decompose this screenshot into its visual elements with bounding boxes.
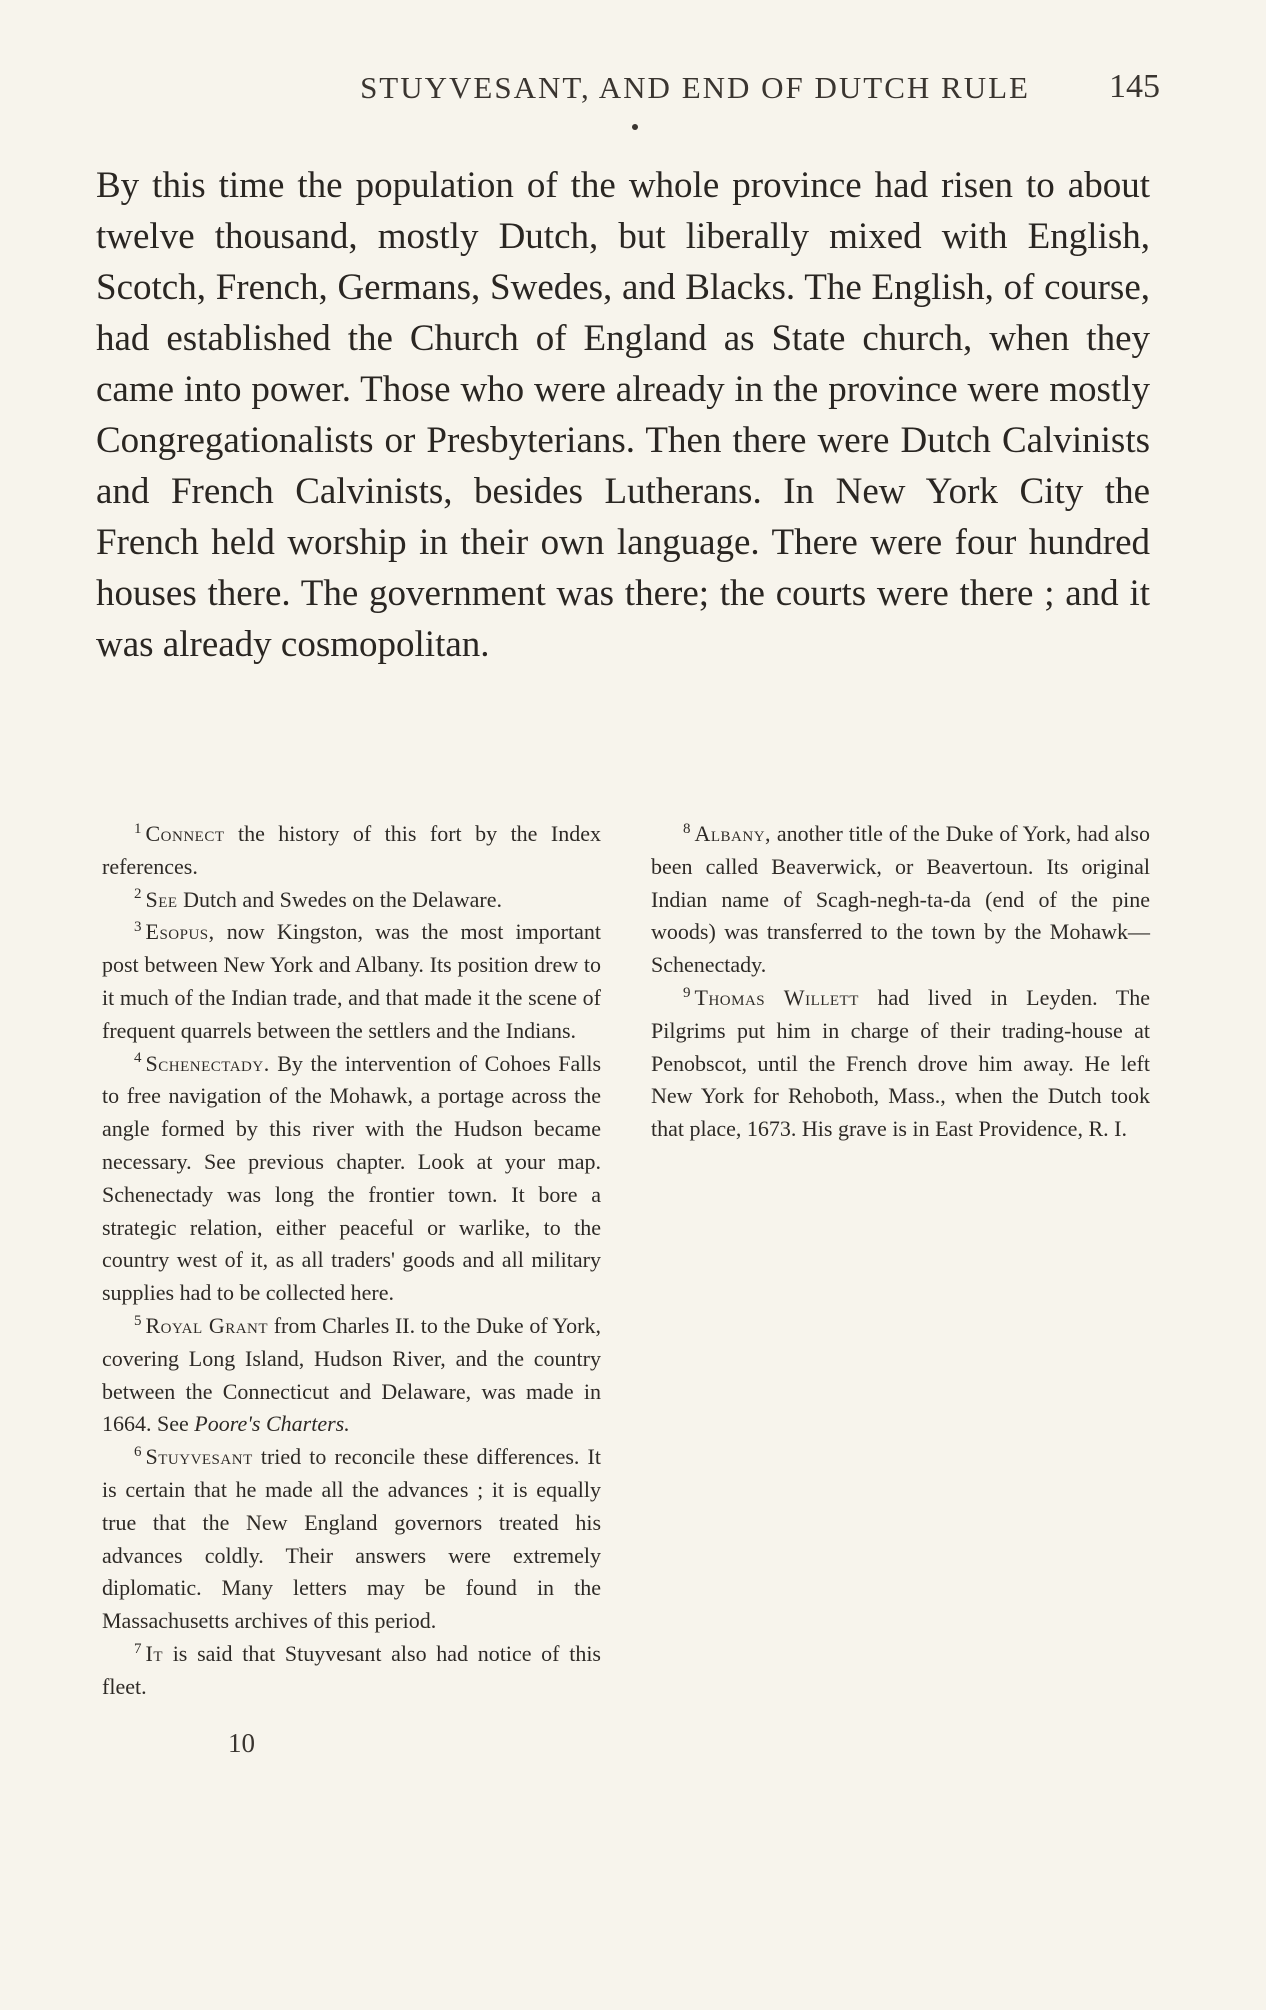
- footnote-number: 2: [134, 886, 142, 903]
- running-head: [100, 70, 1160, 116]
- footnote-lead: Royal Grant: [145, 1312, 269, 1338]
- footnote-number: 1: [134, 820, 142, 837]
- footnote-text: tried to reconcile these differences. It is certain that he made all the advances ; it is equally true that the New England governors treated his advances coldly. Their answers were extremely diplomatic. Many letters may be found in the Massachusetts archives of this period.: [102, 1444, 601, 1634]
- footnote: [102, 916, 601, 1047]
- footnote-number: 7: [134, 1640, 142, 1657]
- footnote: [102, 818, 601, 884]
- footnote: [651, 818, 1150, 982]
- footnote-text: from Charles II. to the Duke of York, covering Long Island, Hudson River, and the country between the Connecticut and Delaware, was made in 1664. See: [102, 1312, 601, 1437]
- running-title: STUYVESANT, AND END OF DUTCH RULE: [360, 70, 1030, 105]
- footnote-number: 6: [134, 1443, 142, 1460]
- footnote-number: 3: [134, 919, 142, 936]
- footnote-lead: See: [145, 886, 178, 912]
- footnote-lead: Connect: [145, 821, 225, 846]
- footnote-lead: Schenectady.: [145, 1050, 270, 1076]
- footnote-lead: Albany,: [694, 821, 772, 846]
- footnote: [102, 1310, 601, 1441]
- page-number: 145: [1109, 68, 1160, 105]
- footnote-text: is said that Stuyvesant also had notice of this fleet.: [102, 1640, 601, 1699]
- footnote: [102, 884, 601, 917]
- footnote: [102, 1048, 601, 1310]
- footnotes: [102, 818, 1150, 1738]
- footnote-lead: It: [145, 1640, 163, 1666]
- footnote: [102, 1638, 601, 1704]
- footnote-number: 5: [134, 1312, 142, 1329]
- footnote: [651, 982, 1150, 1146]
- printer-dot: [632, 124, 638, 130]
- footnote-number: 4: [134, 1050, 142, 1067]
- footnote-text: another title of the Duke of York, had also been called Beaverwick, or Beavertoun. Its original Indian name of Scagh-negh-ta-da (end of the pine woods) was transferred to the town by the Mohawk—Schenectady.: [651, 821, 1150, 978]
- footnote-lead: Esopus,: [145, 919, 215, 945]
- signature-mark: 10: [228, 1728, 255, 1758]
- footnote-lead: Thomas Willett: [694, 984, 859, 1010]
- footnote-text: the history of this fort by the Index references.: [102, 821, 601, 879]
- footnote-text: now Kingston, was the most important post between New York and Albany. Its position drew to it much of the Indian trade, and that made it the scene of frequent quarrels between the settlers and the Indians.: [102, 919, 601, 1043]
- footnote-text: had lived in Leyden. The Pilgrims put him in charge of their trading-house at Penobscot, until the French drove him away. He left New York for Rehoboth, Mass., when the Dutch took that place, 1673. His grave is in East Providence, R. I.: [651, 984, 1150, 1142]
- footnote-number: 8: [683, 820, 691, 837]
- footnote-lead: Stuyvesant: [145, 1444, 253, 1470]
- footnote-number: 9: [683, 984, 691, 1001]
- footnote-citation: Poore's Charters.: [194, 1411, 350, 1437]
- body-paragraph: By this time the population of the whole province had risen to about twelve thousand, mostly Dutch, but liberally mixed with English, Scotch, French, Germans, Swedes, and Blacks. The English, of course, had established the Church of England as State church, when they came into power. Those who were already in the province were mostly Congregationalists or Presbyterians. Then there were Dutch Calvinists and French Calvinists, besides Lutherans. In New York City the French held worship in their own language. There were four hundred houses there. The government was there; the courts were there ; and it was already cosmopolitan.: [96, 165, 1150, 665]
- footnote: [102, 1441, 601, 1638]
- footnote-text: Dutch and Swedes on the Delaware.: [177, 886, 502, 912]
- footnote-text: By the intervention of Cohoes Falls to free navigation of the Mohawk, a portage across the angle formed by this river with the Hudson became necessary. See previous chapter. Look at your map. Schenectady was long the frontier town. It bore a strategic relation, either peaceful or warlike, to the country west of it, as all traders' goods and all military supplies had to be collected here.: [102, 1050, 601, 1306]
